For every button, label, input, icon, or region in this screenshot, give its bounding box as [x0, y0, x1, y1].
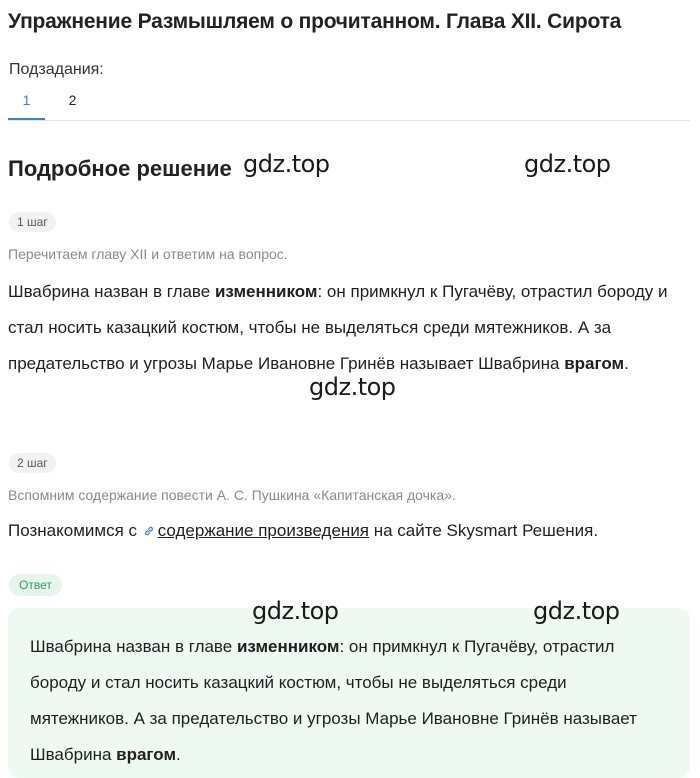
answer-text-part: . — [176, 745, 181, 764]
subtasks-label: Подзадания: — [9, 61, 104, 78]
tabs-divider — [8, 120, 690, 121]
answer-bold-traitor: изменником — [236, 637, 340, 656]
answer-badge: Ответ — [9, 574, 62, 596]
answer-text-part: : он примкнул к Пугачёву, отрастил бороду и стал носить казацкий костюм, чтобы не выделяться среди мятежников. А за предательство и угрозы Марье Ивановне Гринёв называет Швабрина — [30, 637, 637, 764]
answer-text — [30, 629, 670, 773]
content-link[interactable]: содержание произведения — [157, 521, 370, 540]
step-1-badge: 1 шаг — [9, 212, 56, 232]
step-1-bold-traitor: изменником — [214, 282, 318, 301]
step-2-text — [8, 513, 678, 549]
step-1-text — [8, 274, 678, 382]
watermark: gdz.top — [533, 597, 620, 625]
tab-subtask-2[interactable]: 2 — [68, 92, 77, 108]
tab-subtask-1[interactable]: 1 — [8, 88, 45, 120]
answer-text-part: Швабрина назван в главе — [30, 637, 237, 656]
step-1-bold-enemy: врагом — [564, 354, 625, 373]
step-1-text-part: . — [624, 354, 629, 373]
solution-title: Подробное решение — [8, 156, 232, 181]
step-1-text-part: : он примкнул к Пугачёву, отрастил бороду и стал носить казацкий костюм, чтобы не выделяться среди мятежников. А за предательство и угрозы Марье Ивановне Гринёв называет Швабрина — [8, 282, 668, 373]
step-2-hint: Вспомним содержание повести А. С. Пушкина «Капитанская дочка». — [8, 487, 456, 503]
answer-box — [8, 608, 690, 778]
step-2-text-part: Познакомимся с — [8, 521, 142, 540]
step-1-text-part: Швабрина назван в главе — [8, 282, 215, 301]
watermark: gdz.top — [243, 150, 330, 178]
step-1-hint: Перечитаем главу XII и ответим на вопрос. — [8, 246, 288, 262]
answer-bold-enemy: врагом — [116, 745, 177, 764]
watermark: gdz.top — [524, 150, 611, 178]
step-2-text-part: на сайте Skysmart Решения. — [369, 521, 599, 540]
watermark: gdz.top — [309, 373, 396, 401]
page-title: Упражнение Размышляем о прочитанном. Глава XII. Сирота — [8, 10, 622, 33]
watermark: gdz.top — [252, 597, 339, 625]
link-icon — [143, 525, 155, 537]
step-2-badge: 2 шаг — [9, 453, 56, 473]
